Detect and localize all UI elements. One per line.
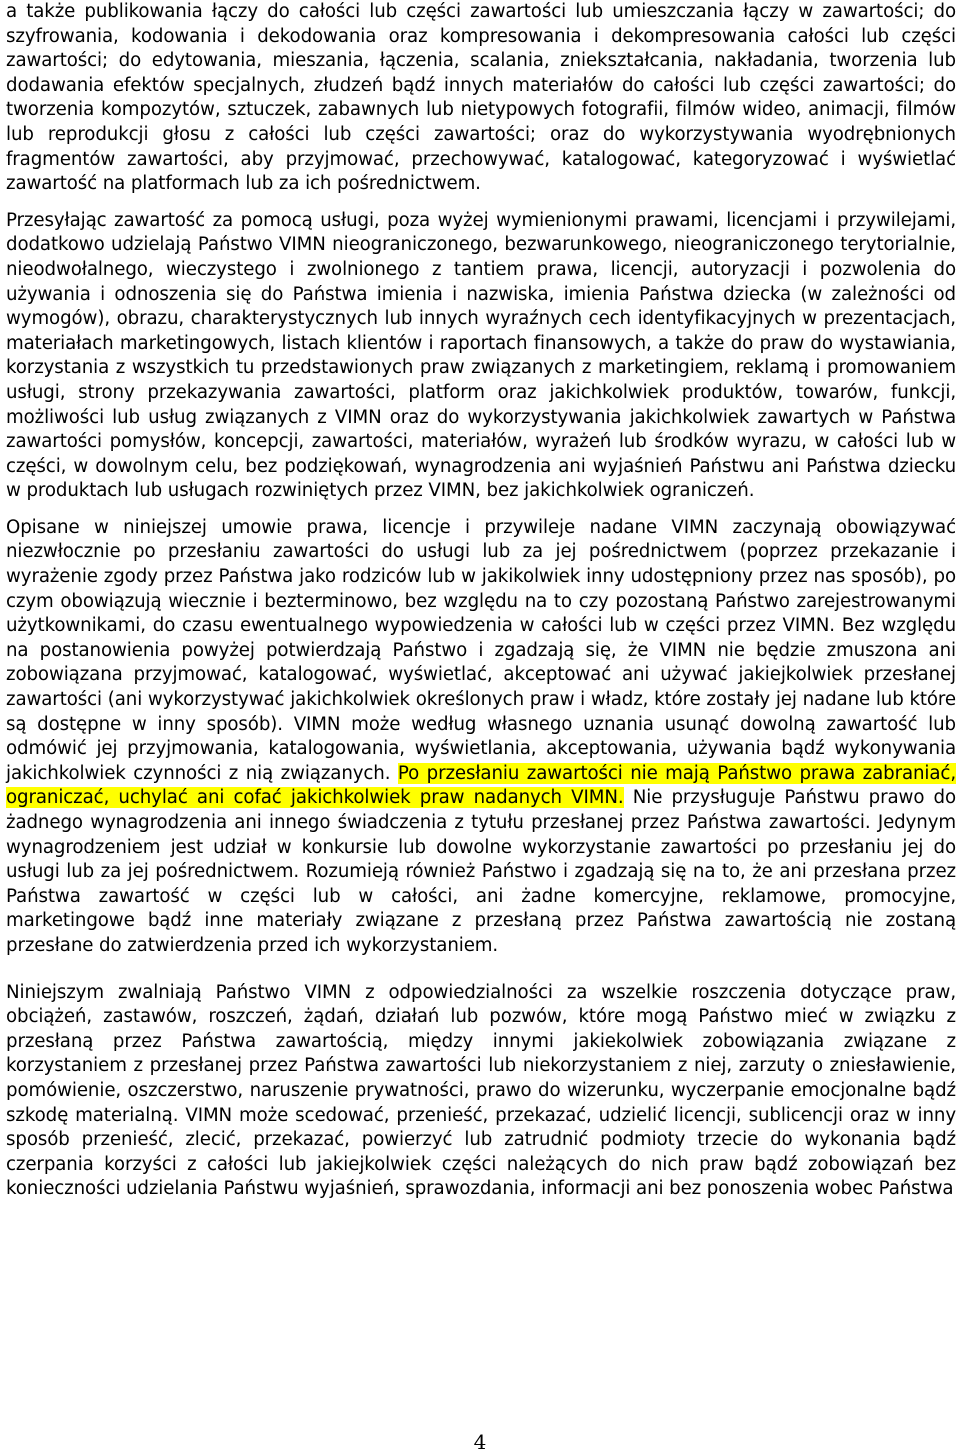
paragraph-release-liability: Niniejszym zwalniają Państwo VIMN z odpowiedzialności za wszelkie roszczenia dotyczące praw, obciążeń, zastawów, roszczeń, żądań, działań lub pozwów, które mogą Państwo mieć w związku z przesłaną przez Państwa zawartością, między innymi jakiekolwiek zobowiązania związane z korzystaniem z przesłanej przez Państwa zawartości lub niekorzystaniem z niej, zarzuty o zniesławienie, pomówienie, oszczerstwo, naruszenie prywatności, prawo do wizerunku, wyczerpanie emocjonalne bądź szkodę materialną. VIMN może scedować, przenieść, przekazać, udzielić licencji, sublicencji oraz w inny sposób przenieść, zlecić, przekazać, powierzyć lub zatrudnić podmioty trzecie do wykonania bądź czerpania korzyści z całości lub jakiejkolwiek części należących do nich praw bądź zobowiązań bez konieczności udzielania Państwu wyjaśnień, sprawozdania, informacji ani bez ponoszenia wobec Państwa [6, 981, 956, 1200]
paragraph-text-before-highlight: Opisane w niniejszej umowie prawa, licencje i przywileje nadane VIMN zaczynają obowiązywać niezwłocznie po przesłaniu zawartości do usługi lub za jej pośrednictwem (poprzez przekazanie i wyrażenie zgody przez Państwa jako rodziców lub w jakikolwiek inny udostępniony przez nas sposób), po czym obowiązują wiecznie i bezterminowo, bez względu na to czy pozostaną Państwo zarejestrowanymi użytkownikami, do czasu ewentualnego wypowiedzenia w całości lub w części przez VIMN. Bez względu na postanowienia powyżej potwierdzają Państwo i zgadzają się, że VIMN nie będzie zmuszona ani zobowiązana przyjmować, katalogować, wyświetlać, akceptować ani używać jakiejkolwiek przesłanej zawartości (ani wykorzystywać jakichkolwiek określonych praw i władz, które zostały jej nadane lub które są dostępne w inny sposób). VIMN może według własnego uznania usunąć dowolną zawartość lub odmówić jej przyjmowania, katalogowania, wyświetlania, akceptowania, używania bądź wykonywania jakichkolwiek czynności z nią związanych. [6, 516, 956, 784]
document-page [6, 0, 956, 1202]
page-number: 4 [473, 1430, 487, 1454]
paragraph-rights-effective [6, 516, 956, 959]
paragraph-text-after-highlight: Nie przysługuje Państwu prawo do żadnego wynagrodzenia ani innego świadczenia z tytułu przesłanej przez Państwa zawartości. Jedynym wynagrodzeniem jest udział w konkursie lub dowolne wykorzystanie zawartości po przesłaniu jej do usługi lub za jej pośrednictwem. Rozumieją również Państwo i zgadzają się na to, że ani przesłana przez Państwa zawartość w części lub w całości, ani żadne komercyjne, reklamowe, promocyjne, marketingowe bądź inne materiały związane z przesłaną przez Państwa zawartością nie zostaną przesłane do zatwierdzenia przed ich wykorzystaniem. [6, 787, 957, 956]
paragraph-additional-license: Przesyłając zawartość za pomocą usługi, poza wyżej wymienionymi prawami, licencjami i przywilejami, dodatkowo udzielają Państwo VIMN nieograniczonego, bezwarunkowego, nieograniczonego terytorialnie, nieodwołalnego, wieczystego i zwolnionego z tantiem prawa, licencji, autoryzacji i pozwolenia do używania i odnoszenia się do Państwa imienia i nazwiska, imienia Państwa dziecka (w zależności od wymogów), obrazu, charakterystycznych lub innych wyraźnych cech identyfikacyjnych w prezentacjach, materiałach marketingowych, listach klientów i raportach finansowych, a także do praw do wystawiania, korzystania z wszystkich tu przedstawionych praw związanych z marketingiem, reklamą i promowaniem usługi, strony przekazywania zawartości, platform oraz jakichkolwiek produktów, towarów, funkcji, możliwości lub usług związanych z VIMN oraz do wykorzystywania jakichkolwiek zawartych w Państwa zawartości pomysłów, koncepcji, zawartości, materiałów, wyrażeń lub środków wyrazu, w całości lub w części, w dowolnym celu, bez podziękowań, wynagrodzenia ani wyjaśnień Państwu ani Państwa dziecku w produktach lub usługach rozwiniętych przez VIMN, bez jakichkolwiek ograniczeń. [6, 209, 956, 502]
paragraph-publishing-rights: a także publikowania łączy do całości lub części zawartości lub umieszczania łączy w zawartości; do szyfrowania, kodowania i dekodowania oraz kompresowania i dekompresowania całości lub części zawartości; do edytowania, mieszania, łączenia, scalania, zniekształcania, nakładania, tworzenia lub dodawania efektów specjalnych, złudzeń bądź innych materiałów do całości lub części zawartości; do tworzenia kompozytów, sztuczek, zabawnych lub nietypowych fotografii, filmów wideo, animacji, filmów lub reprodukcji głosu z całości lub części zawartości; oraz do wykorzystywania wyodrębnionych fragmentów zawartości, aby przyjmować, przechowywać, katalogować, kategoryzować i wyświetlać zawartość na platformach lub za ich pośrednictwem. [6, 1, 956, 195]
highlighted-sentence: Po przesłaniu zawartości nie mają Państwo prawa zabraniać, ograniczać, uchylać ani cofać jakichkolwiek praw nadanych VIMN. [6, 762, 957, 809]
